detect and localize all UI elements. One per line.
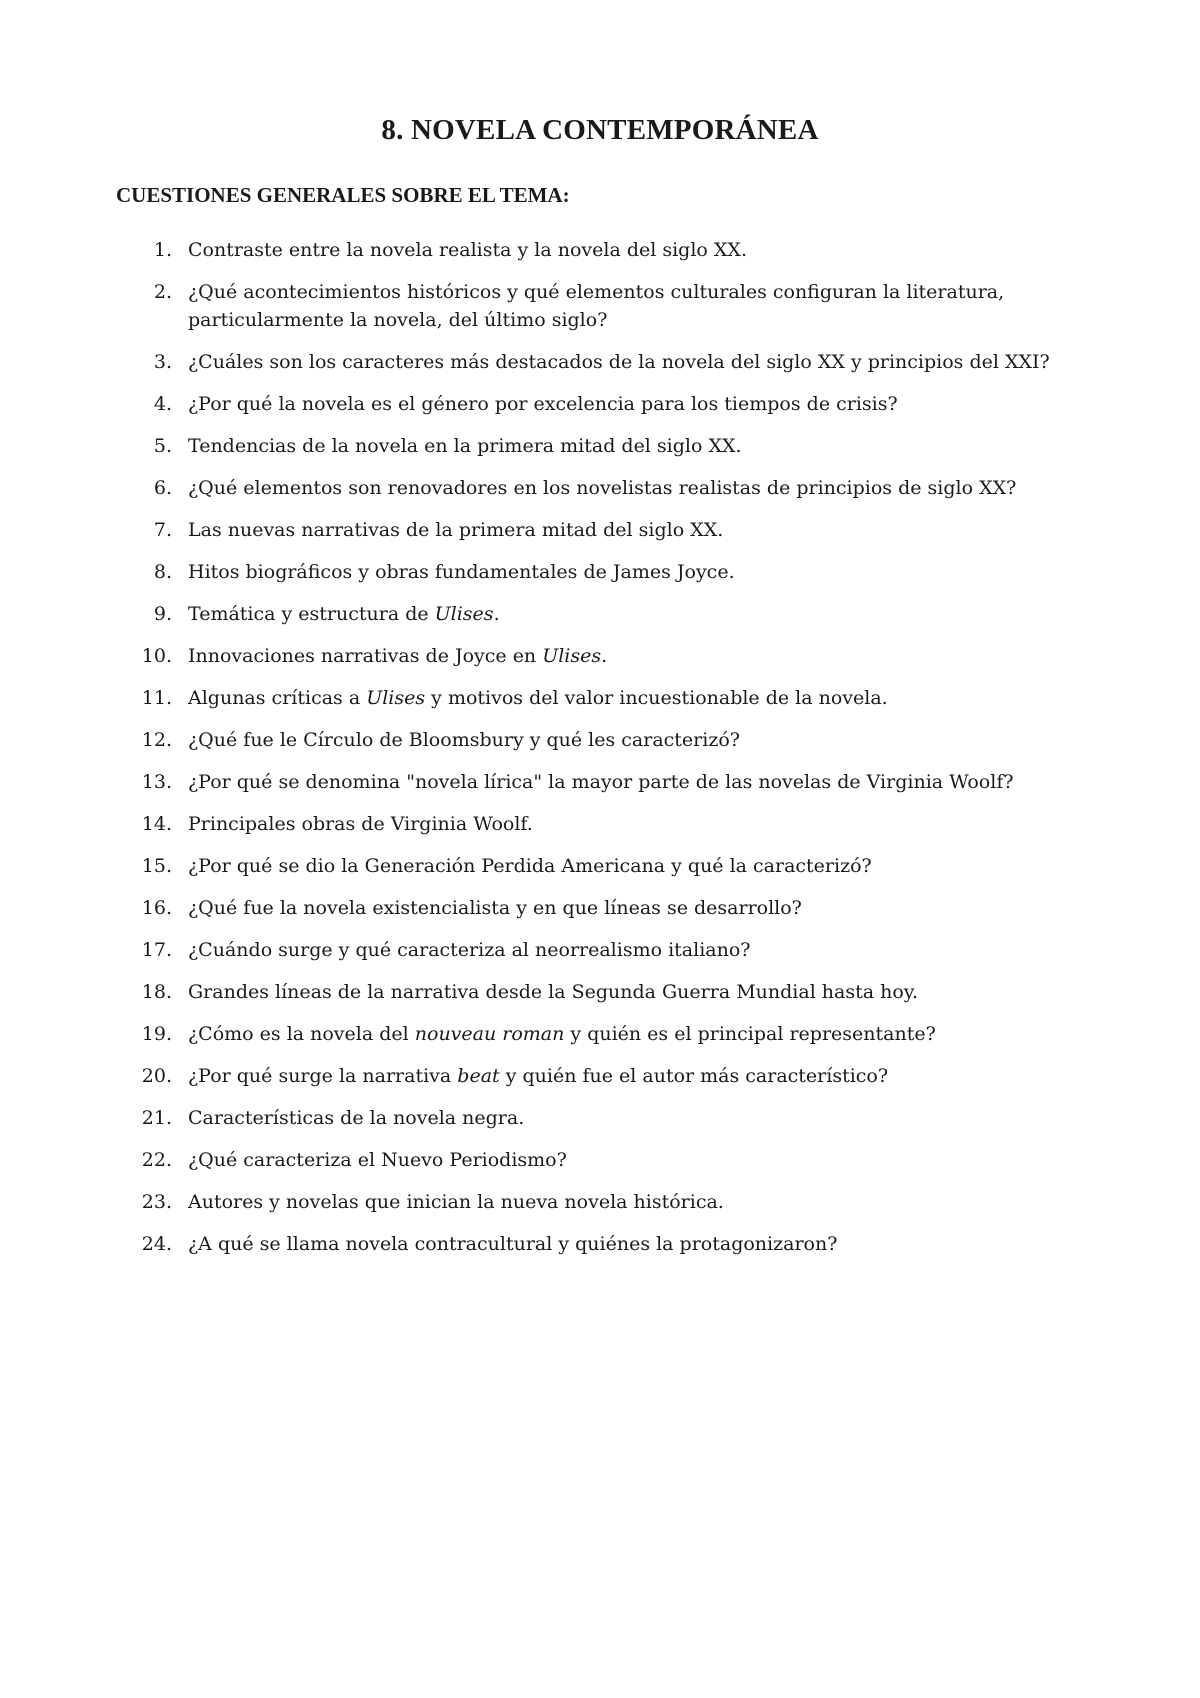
question-item bbox=[116, 726, 1116, 754]
question-item bbox=[116, 348, 1116, 376]
section-heading: CUESTIONES GENERALES SOBRE EL TEMA: bbox=[116, 183, 570, 207]
question-item bbox=[116, 390, 1116, 418]
question-item bbox=[116, 768, 1116, 796]
question-text: ¿Cómo es la novela del nouveau roman y quién es el principal representante? bbox=[188, 1023, 936, 1045]
question-item bbox=[116, 1062, 1116, 1090]
question-number: 23. bbox=[141, 1191, 172, 1213]
page-title: 8. NOVELA CONTEMPORÁNEA bbox=[381, 114, 819, 146]
question-number: 19. bbox=[141, 1023, 172, 1045]
question-item bbox=[116, 810, 1116, 838]
question-number: 3. bbox=[153, 351, 172, 373]
question-number: 1. bbox=[153, 239, 172, 261]
question-number: 13. bbox=[141, 771, 172, 793]
question-text: ¿Qué caracteriza el Nuevo Periodismo? bbox=[188, 1149, 567, 1171]
question-item bbox=[116, 1104, 1116, 1132]
question-number: 14. bbox=[141, 813, 172, 835]
question-text: ¿Qué fue le Círculo de Bloomsbury y qué les caracterizó? bbox=[188, 729, 740, 751]
question-number: 7. bbox=[153, 519, 172, 541]
question-number: 6. bbox=[153, 477, 172, 499]
question-number: 20. bbox=[141, 1065, 172, 1087]
question-number: 18. bbox=[141, 981, 172, 1003]
question-item bbox=[116, 516, 1116, 544]
question-text: Tendencias de la novela en la primera mitad del siglo XX. bbox=[188, 435, 742, 457]
question-text: Algunas críticas a Ulises y motivos del valor incuestionable de la novela. bbox=[188, 687, 888, 709]
question-item bbox=[116, 852, 1116, 880]
question-text: ¿Qué elementos son renovadores en los novelistas realistas de principios de siglo XX? bbox=[188, 477, 1017, 499]
question-number: 9. bbox=[153, 603, 172, 625]
question-text: ¿Por qué se denomina "novela lírica" la mayor parte de las novelas de Virginia Woolf? bbox=[188, 771, 1014, 793]
question-text: Temática y estructura de Ulises. bbox=[188, 603, 500, 625]
question-text: Contraste entre la novela realista y la novela del siglo XX. bbox=[188, 239, 747, 261]
question-number: 16. bbox=[141, 897, 172, 919]
question-number: 8. bbox=[153, 561, 172, 583]
question-text: Hitos biográficos y obras fundamentales de James Joyce. bbox=[188, 561, 735, 583]
question-text: ¿Por qué surge la narrativa beat y quién fue el autor más característico? bbox=[188, 1065, 889, 1087]
question-text: ¿Cuándo surge y qué caracteriza al neorrealismo italiano? bbox=[188, 939, 751, 961]
question-item bbox=[116, 936, 1116, 964]
question-item bbox=[116, 600, 1116, 628]
question-number: 5. bbox=[153, 435, 172, 457]
question-item bbox=[116, 1020, 1116, 1048]
question-number: 10. bbox=[141, 645, 172, 667]
question-item bbox=[116, 1146, 1116, 1174]
question-item bbox=[116, 236, 1116, 264]
question-text: Las nuevas narrativas de la primera mitad del siglo XX. bbox=[188, 519, 724, 541]
question-item bbox=[116, 558, 1116, 586]
question-item bbox=[116, 684, 1116, 712]
question-text: ¿A qué se llama novela contracultural y quiénes la protagonizaron? bbox=[188, 1233, 838, 1255]
question-item bbox=[116, 894, 1116, 922]
questions-list bbox=[116, 236, 1116, 1272]
question-item bbox=[116, 1188, 1116, 1216]
question-item bbox=[116, 432, 1116, 460]
question-text: ¿Por qué la novela es el género por excelencia para los tiempos de crisis? bbox=[188, 393, 898, 415]
question-number: 12. bbox=[141, 729, 172, 751]
question-number: 2. bbox=[153, 281, 172, 303]
question-number: 22. bbox=[141, 1149, 172, 1171]
question-text: ¿Qué fue la novela existencialista y en que líneas se desarrollo? bbox=[188, 897, 802, 919]
question-text: ¿Cuáles son los caracteres más destacados de la novela del siglo XX y principios del XXI? bbox=[188, 351, 1050, 373]
question-text: ¿Por qué se dio la Generación Perdida Americana y qué la caracterizó? bbox=[188, 855, 872, 877]
question-text: Características de la novela negra. bbox=[188, 1107, 525, 1129]
question-text: ¿Qué acontecimientos históricos y qué elementos culturales configuran la literatura, particularmente la novela, del último siglo? bbox=[188, 281, 1005, 331]
question-item bbox=[116, 474, 1116, 502]
question-number: 4. bbox=[153, 393, 172, 415]
question-item bbox=[116, 1230, 1116, 1258]
question-text: Autores y novelas que inician la nueva novela histórica. bbox=[188, 1191, 724, 1213]
question-text: Innovaciones narrativas de Joyce en Ulises. bbox=[188, 645, 608, 667]
question-number: 24. bbox=[141, 1233, 172, 1255]
question-text: Principales obras de Virginia Woolf. bbox=[188, 813, 533, 835]
question-number: 11. bbox=[141, 687, 172, 709]
question-item bbox=[116, 642, 1116, 670]
question-item bbox=[116, 978, 1116, 1006]
question-item bbox=[116, 278, 1116, 334]
question-text: Grandes líneas de la narrativa desde la Segunda Guerra Mundial hasta hoy. bbox=[188, 981, 919, 1003]
question-number: 17. bbox=[141, 939, 172, 961]
question-number: 21. bbox=[141, 1107, 172, 1129]
question-number: 15. bbox=[141, 855, 172, 877]
